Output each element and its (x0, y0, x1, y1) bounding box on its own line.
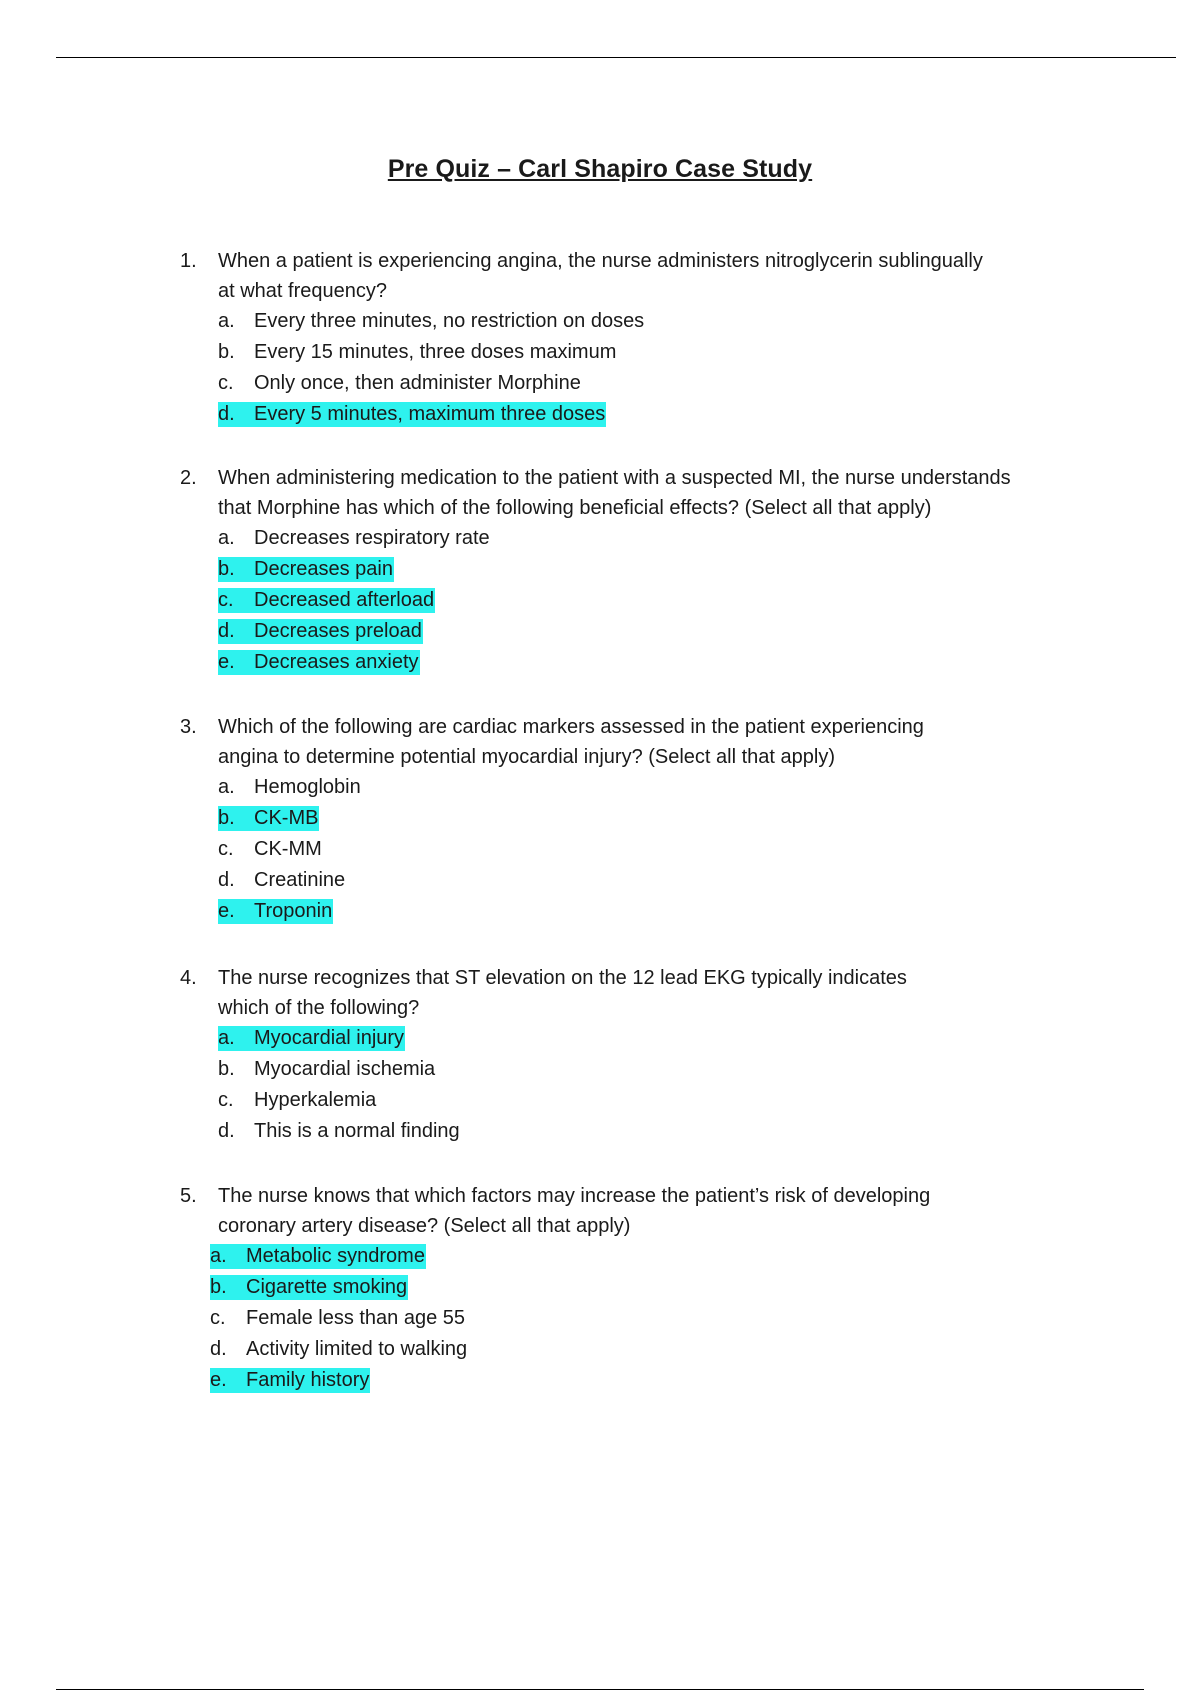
option-letter: a. (218, 776, 235, 798)
answer-option (218, 523, 1080, 554)
option-text: This is a normal finding (254, 1120, 460, 1142)
answer-option (210, 1303, 1080, 1334)
answer-option (218, 554, 1080, 585)
page-title: Pre Quiz – Carl Shapiro Case Study (387, 155, 813, 183)
option-text: Hyperkalemia (254, 1089, 377, 1111)
answer-option (218, 399, 1080, 430)
question-text: Which of the following are cardiac markers assessed in the patient experiencing (218, 716, 924, 738)
option-text: Metabolic syndrome (246, 1245, 425, 1267)
option-text: Decreases preload (254, 620, 422, 642)
option-text: CK-MB (254, 807, 319, 829)
answer-content (218, 868, 346, 893)
option-text: Family history (246, 1369, 370, 1391)
answer-option (218, 1116, 1080, 1147)
option-text: Decreases respiratory rate (254, 527, 490, 549)
option-letter: d. (218, 403, 235, 425)
question-stem-line (180, 1211, 1080, 1241)
answer-content (218, 340, 617, 365)
question-text: at what frequency? (218, 280, 387, 302)
question-text: The nurse recognizes that ST elevation on the 12 lead EKG typically indicates (218, 967, 907, 989)
option-letter: b. (218, 341, 235, 363)
option-text: Female less than age 55 (246, 1307, 466, 1329)
header-rule (56, 57, 1176, 58)
answer-option (218, 803, 1080, 834)
option-text: Myocardial injury (254, 1027, 405, 1049)
answer-option (210, 1334, 1080, 1365)
answer-options (218, 772, 1080, 927)
option-text: Every three minutes, no restriction on doses (254, 310, 645, 332)
option-text: CK-MM (254, 838, 322, 860)
answer-option (218, 1054, 1080, 1085)
answer-option (218, 1023, 1080, 1054)
question-number: 1. (180, 250, 197, 272)
answer-content (218, 1119, 461, 1144)
answer-option (218, 834, 1080, 865)
answer-option (218, 1085, 1080, 1116)
answer-content (210, 1306, 466, 1331)
question-number: 5. (180, 1185, 197, 1207)
answer-content (210, 1337, 468, 1362)
option-letter: b. (218, 558, 235, 580)
answer-content (218, 526, 491, 551)
highlighted-answer (218, 588, 435, 613)
question-stem-line (180, 463, 1080, 493)
answer-option (218, 772, 1080, 803)
answer-content (218, 837, 323, 862)
option-letter: c. (218, 838, 234, 860)
answer-option (218, 616, 1080, 647)
highlighted-answer (218, 402, 606, 427)
answer-options (218, 306, 1080, 430)
answer-option (218, 647, 1080, 678)
option-letter: a. (218, 310, 235, 332)
option-text: Troponin (254, 900, 333, 922)
question-stem-line (180, 963, 1080, 993)
question-text: When administering medication to the patient with a suspected MI, the nurse understands (218, 467, 1011, 489)
option-letter: c. (210, 1307, 226, 1329)
question-stem-line (180, 712, 1080, 742)
question-stem-line (180, 246, 1080, 276)
highlighted-answer (210, 1244, 426, 1269)
footer-rule (56, 1689, 1144, 1690)
option-letter: b. (218, 807, 235, 829)
option-text: Activity limited to walking (246, 1338, 468, 1360)
answer-option (218, 368, 1080, 399)
option-letter: b. (218, 1058, 235, 1080)
question-number: 4. (180, 967, 197, 989)
option-letter: c. (218, 372, 234, 394)
highlighted-answer (218, 806, 319, 831)
option-letter: d. (218, 869, 235, 891)
option-text: Every 15 minutes, three doses maximum (254, 341, 617, 363)
option-text: Decreases pain (254, 558, 393, 580)
answer-options (210, 1241, 1080, 1396)
answer-option (210, 1365, 1080, 1396)
answer-content (218, 371, 582, 396)
answer-option (218, 896, 1080, 927)
answer-option (210, 1272, 1080, 1303)
answer-content (218, 1088, 377, 1113)
option-letter: e. (218, 651, 235, 673)
question-text: which of the following? (218, 997, 420, 1019)
answer-option (218, 306, 1080, 337)
option-letter: e. (210, 1369, 227, 1391)
answer-options (218, 523, 1080, 678)
option-letter: d. (218, 620, 235, 642)
question-number: 3. (180, 716, 197, 738)
question-text: that Morphine has which of the following beneficial effects? (Select all that apply) (218, 497, 932, 519)
option-letter: d. (218, 1120, 235, 1142)
question-5 (180, 1181, 1080, 1396)
option-letter: a. (218, 1027, 235, 1049)
highlighted-answer (218, 1026, 405, 1051)
question-2 (180, 463, 1080, 678)
option-text: Decreased afterload (254, 589, 435, 611)
answer-option (218, 337, 1080, 368)
option-text: Decreases anxiety (254, 651, 419, 673)
question-3 (180, 712, 1080, 927)
option-letter: d. (210, 1338, 227, 1360)
question-stem-line (180, 742, 1080, 772)
option-letter: c. (218, 589, 234, 611)
highlighted-answer (218, 619, 423, 644)
question-stem-line (180, 276, 1080, 306)
answer-content (218, 775, 362, 800)
highlighted-answer (210, 1275, 408, 1300)
option-text: Only once, then administer Morphine (254, 372, 581, 394)
answer-option (218, 865, 1080, 896)
question-1 (180, 246, 1080, 430)
highlighted-answer (218, 899, 333, 924)
option-text: Myocardial ischemia (254, 1058, 436, 1080)
option-letter: c. (218, 1089, 234, 1111)
option-letter: a. (210, 1245, 227, 1267)
answer-content (218, 309, 645, 334)
question-stem-line (180, 1181, 1080, 1211)
question-stem-line (180, 993, 1080, 1023)
question-text: When a patient is experiencing angina, the nurse administers nitroglycerin sublingually (218, 250, 983, 272)
option-letter: b. (210, 1276, 227, 1298)
highlighted-answer (210, 1368, 370, 1393)
question-number: 2. (180, 467, 197, 489)
option-letter: a. (218, 527, 235, 549)
option-text: Creatinine (254, 869, 346, 891)
option-text: Cigarette smoking (246, 1276, 408, 1298)
question-4 (180, 963, 1080, 1147)
option-text: Every 5 minutes, maximum three doses (254, 403, 606, 425)
answer-options (218, 1023, 1080, 1147)
question-text: The nurse knows that which factors may increase the patient’s risk of developing (218, 1185, 931, 1207)
highlighted-answer (218, 557, 394, 582)
question-text: coronary artery disease? (Select all that apply) (218, 1215, 631, 1237)
answer-option (218, 585, 1080, 616)
answer-content (218, 1057, 436, 1082)
question-text: angina to determine potential myocardial injury? (Select all that apply) (218, 746, 836, 768)
option-letter: e. (218, 900, 235, 922)
answer-option (210, 1241, 1080, 1272)
highlighted-answer (218, 650, 420, 675)
option-text: Hemoglobin (254, 776, 361, 798)
question-stem-line (180, 493, 1080, 523)
